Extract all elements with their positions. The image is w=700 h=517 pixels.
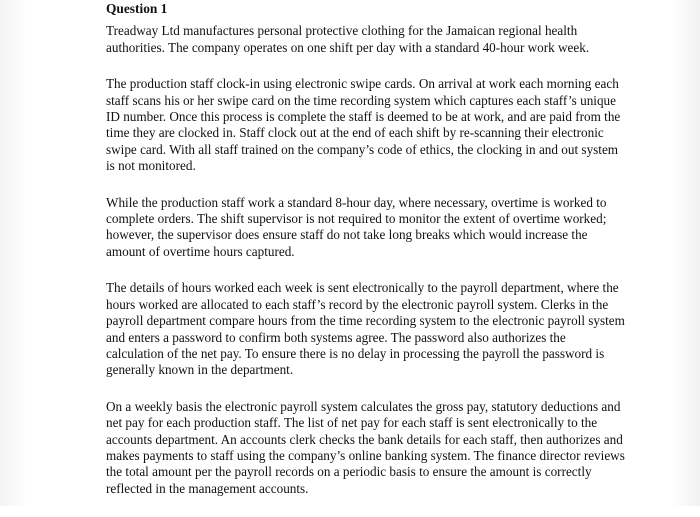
paragraph-overtime: While the production staff work a standard 8-hour day, where necessary, overtime is worked to complete orders. The shift supervisor is not required to monitor the extent of overtime worked; however, the supervisor does ensure staff do not take long breaks which would increase the amount of overtime hours captured. bbox=[106, 194, 607, 259]
paragraph-weekly-payments: On a weekly basis the electronic payroll system calculates the gross pay, statutory deductions and net pay for each production staff. The list of net pay for each staff is sent electronically to the accounts department. An accounts clerk checks the bank details for each staff, then authorizes and makes payments to staff using the company’s online banking system. The finance director reviews the total amount per the payroll records on a periodic basis to ensure the amount is correctly reflected in the management accounts. bbox=[106, 398, 625, 496]
paragraph-clock-in-process: The production staff clock-in using electronic swipe cards. On arrival at work each morning each staff scans his or her swipe card on the time recording system which captures each staff’s unique ID number. Once this process is complete the staff is deemed to be at work, and are paid from the time they are clocked in. Staff clock out at the end of each shift by re-scanning their electronic swipe card. With all staff trained on the company’s code of ethics, the clocking in and out system is not monitored. bbox=[106, 76, 621, 174]
paragraph-company-overview: Treadway Ltd manufactures personal protective clothing for the Jamaican regional health authorities. The company operates on one shift per day with a standard 40-hour work week. bbox=[106, 23, 590, 55]
paragraph-payroll-department: The details of hours worked each week is sent electronically to the payroll department, where the hours worked are allocated to each staff’s record by the electronic payroll system. Clerks in the payroll department compare hours from the time recording system to the electronic payroll system and enters a password to confirm both systems agree. The password also authorizes the calculation of the net pay. To ensure there is no delay in processing the payroll the password is generally known in the department. bbox=[106, 280, 625, 378]
question-title: Question 1 bbox=[106, 1, 168, 16]
document-body bbox=[106, 1, 626, 517]
